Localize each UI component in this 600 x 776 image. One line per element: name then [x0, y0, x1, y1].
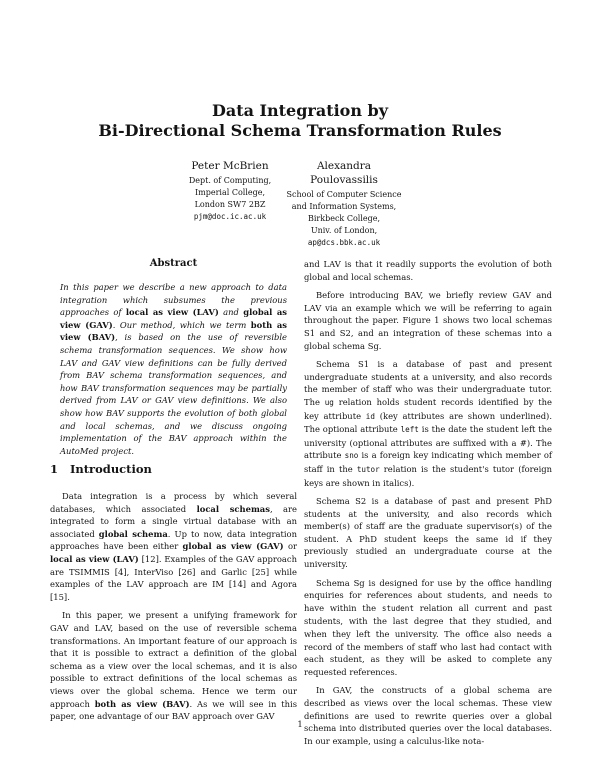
section-heading-introduction: 1 Introduction	[50, 462, 152, 476]
author-block-2	[284, 159, 404, 249]
author-name: Alexandra Poulovassilis	[310, 160, 378, 186]
paragraph: Schema S2 is a database of past and present PhD students at the university, and also records which member(s) of staff are the graduate supervisor(s) of the student. A PhD student keeps the same id if they previously studied an undergraduate course at the university.	[304, 496, 552, 570]
paragraph: In this paper, we present a unifying framework for GAV and LAV, based on the use of reversible schema transformations. An important feature of our approach is that it is possible to extract a definition of the global schema as a view over the local schemas, and it is also possible to extract definitions of the local schemas as views over the global schema. Hence we term our approach both as view (BAV). As we will see in this paper, one advantage of our BAV approach over GAV	[50, 610, 297, 722]
author-affiliation-line: and Information Systems,	[291, 202, 397, 211]
author-email: pjm@doc.ic.ac.uk	[193, 212, 267, 221]
paragraph: In GAV, the constructs of a global schema are described as views over the local schemas. These view definitions are used to rewrite queries over a global schema into distributed queries over the local databases. In our example, using a calculus-like nota-	[304, 685, 552, 746]
right-column	[304, 258, 552, 753]
introduction-body	[50, 490, 297, 729]
author-affiliation-line: Imperial College,	[194, 188, 266, 197]
author-affiliation-line: London SW7 2BZ	[194, 200, 266, 209]
paragraph: and LAV is that it readily supports the evolution of both global and local schemas.	[304, 259, 552, 282]
author-affiliation-line: School of Computer Science	[286, 190, 402, 199]
paragraph: Schema Sg is designed for use by the office handling enquiries for references about students, and needs to have within the student relation all current and past students, with the last degree that they studied, and when they left the university. The office also needs a record of the members of staff who last had contact with each student, as they will be asked to complete any requested references.	[304, 577, 552, 677]
paragraph: Schema S1 is a database of past and present undergraduate students at a university, and also records the member of staff who was their undergraduate tutor. The ug relation holds student records identified by the key attribute id (key attributes are shown underlined). The optional attribute left is the date the student left the university (optional attributes are suffixed with a #). The attribute sno is a foreign key indicating which member of staff in the tutor relation is the student's tutor (foreign keys are shown in italics).	[304, 359, 553, 488]
paragraph: Data integration is a process by which several databases, which associated local schemas, are integrated to form a single virtual database with an associated global schema. Up to now, data integration approaches have been either global as view (GAV) or local as view (LAV) [12]. Examples of the GAV approach are TSIMMIS [4], InterViso [26] and Garlic [25] while examples of the LAV approach are IM [14] and Agora [15].	[50, 491, 297, 602]
abstract-heading: Abstract	[149, 258, 198, 269]
abstract-body: In this paper we describe a new approach to data integration which subsumes the previous approaches of local as view (LAV) and global as view (GAV). Our method, which we term both as view (BAV), is based on the use of reversible schema transformation sequences. We show how LAV and GAV view definitions can be fully derived from BAV schema transformation sequences, and how BAV transformation sequences may be partially derived from LAV or GAV view definitions. We also show how BAV supports the evolution of both global and local schemas, and we discuss ongoing implementation of the BAV approach within the AutoMed project.	[60, 282, 287, 456]
paper-title-line-2: Bi-Directional Schema Transformation Rules	[98, 121, 502, 140]
page-number: 1	[297, 719, 303, 729]
author-name: Peter McBrien	[191, 160, 269, 172]
section-number: 1	[50, 462, 59, 476]
author-affiliation-line: Dept. of Computing,	[188, 176, 272, 185]
paragraph: Before introducing BAV, we briefly review GAV and LAV via an example which we will be referring to again throughout the paper. Figure 1 shows two local schemas S1 and S2, and an integration of these schemas into a global schema Sg.	[304, 290, 552, 351]
author-affiliation-line: Birkbeck College,	[307, 214, 381, 223]
paper-title-line-1: Data Integration by	[211, 101, 389, 120]
author-email: ap@dcs.bbk.ac.uk	[307, 238, 381, 247]
author-affiliation-line: Univ. of London,	[310, 226, 378, 235]
author-block-1	[170, 159, 290, 223]
